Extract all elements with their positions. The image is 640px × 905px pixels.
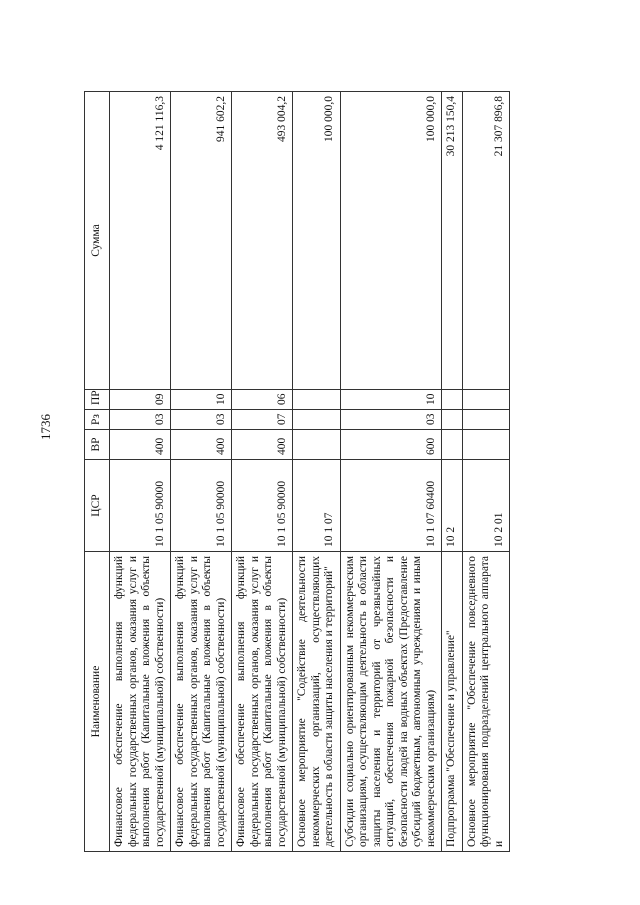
row-vr: 400 — [110, 430, 171, 460]
rotated-table-container — [84, 92, 616, 852]
row-sum: 30 213 150,4 — [442, 92, 463, 390]
row-name: Основное мероприятие "Обеспечение повседневного функционирования подразделений центрального аппарата и — [462, 552, 510, 852]
row-pr: 10 — [171, 390, 232, 410]
header-name: Наименование — [85, 552, 110, 852]
table-row — [171, 92, 232, 852]
row-rz: 03 — [171, 410, 232, 430]
table-row — [110, 92, 171, 852]
row-rz — [462, 410, 510, 430]
row-name: Субсидии социально ориентированным некоммерческим организациям, осуществляющим деятельность в области защиты населения и территорий от чрезвычайных ситуаций, обеспечения пожарной безопасности и безопасности людей на водных объектах (Предоставление субсидий бюджетным, автономным учреждениям и иным некоммерческим организациям) — [340, 552, 442, 852]
row-vr: 400 — [232, 430, 293, 460]
row-sum: 493 004,2 — [232, 92, 293, 390]
row-name: Финансовое обеспечение выполнения функций федеральных государственных органов, оказания услуг и выполнения работ (Капитальные вложения в объекты государственной (муниципальной) собственности) — [110, 552, 171, 852]
header-sum: Сумма — [85, 92, 110, 390]
page-number: 1736 — [38, 414, 53, 440]
header-csr: ЦСР — [85, 460, 110, 552]
row-rz: 03 — [110, 410, 171, 430]
row-rz — [442, 410, 463, 430]
row-csr: 10 1 07 60400 — [340, 460, 442, 552]
row-sum: 4 121 116,3 — [110, 92, 171, 390]
row-sum: 100 000,0 — [340, 92, 442, 390]
row-name: Подпрограмма "Обеспечение и управление" — [442, 552, 463, 852]
header-rz: Рз — [85, 410, 110, 430]
row-rz — [293, 410, 341, 430]
table-row — [340, 92, 442, 852]
row-rz: 03 — [340, 410, 442, 430]
row-pr — [462, 390, 510, 410]
table-row — [462, 92, 510, 852]
row-vr — [462, 430, 510, 460]
row-sum: 21 307 896,8 — [462, 92, 510, 390]
row-csr: 10 2 — [442, 460, 463, 552]
row-pr: 10 — [340, 390, 442, 410]
budget-table — [84, 91, 510, 852]
header-vr: ВР — [85, 430, 110, 460]
row-pr — [442, 390, 463, 410]
row-name: Финансовое обеспечение выполнения функций федеральных государственных органов, оказания услуг и выполнения работ (Капитальные вложения в объекты государственной (муниципальной) собственности) — [232, 552, 293, 852]
row-csr: 10 1 05 90000 — [171, 460, 232, 552]
table-row — [232, 92, 293, 852]
row-pr — [293, 390, 341, 410]
table-header-row — [85, 92, 110, 852]
row-csr: 10 2 01 — [462, 460, 510, 552]
row-sum: 941 602,2 — [171, 92, 232, 390]
row-name: Финансовое обеспечение выполнения функций федеральных государственных органов, оказания услуг и выполнения работ (Капитальные вложения в объекты государственной (муниципальной) собственности) — [171, 552, 232, 852]
row-vr — [293, 430, 341, 460]
row-sum: 100 000,0 — [293, 92, 341, 390]
header-pr: ПР — [85, 390, 110, 410]
table-row — [293, 92, 341, 852]
row-csr: 10 1 07 — [293, 460, 341, 552]
row-pr: 06 — [232, 390, 293, 410]
row-vr: 400 — [171, 430, 232, 460]
row-vr — [442, 430, 463, 460]
row-csr: 10 1 05 90000 — [110, 460, 171, 552]
row-rz: 07 — [232, 410, 293, 430]
table-row — [442, 92, 463, 852]
row-vr: 600 — [340, 430, 442, 460]
row-name: Основное мероприятие "Содействие деятельности некоммерческих организаций, осуществляющих деятельность в области защиты населения и территорий" — [293, 552, 341, 852]
row-csr: 10 1 05 90000 — [232, 460, 293, 552]
row-pr: 09 — [110, 390, 171, 410]
